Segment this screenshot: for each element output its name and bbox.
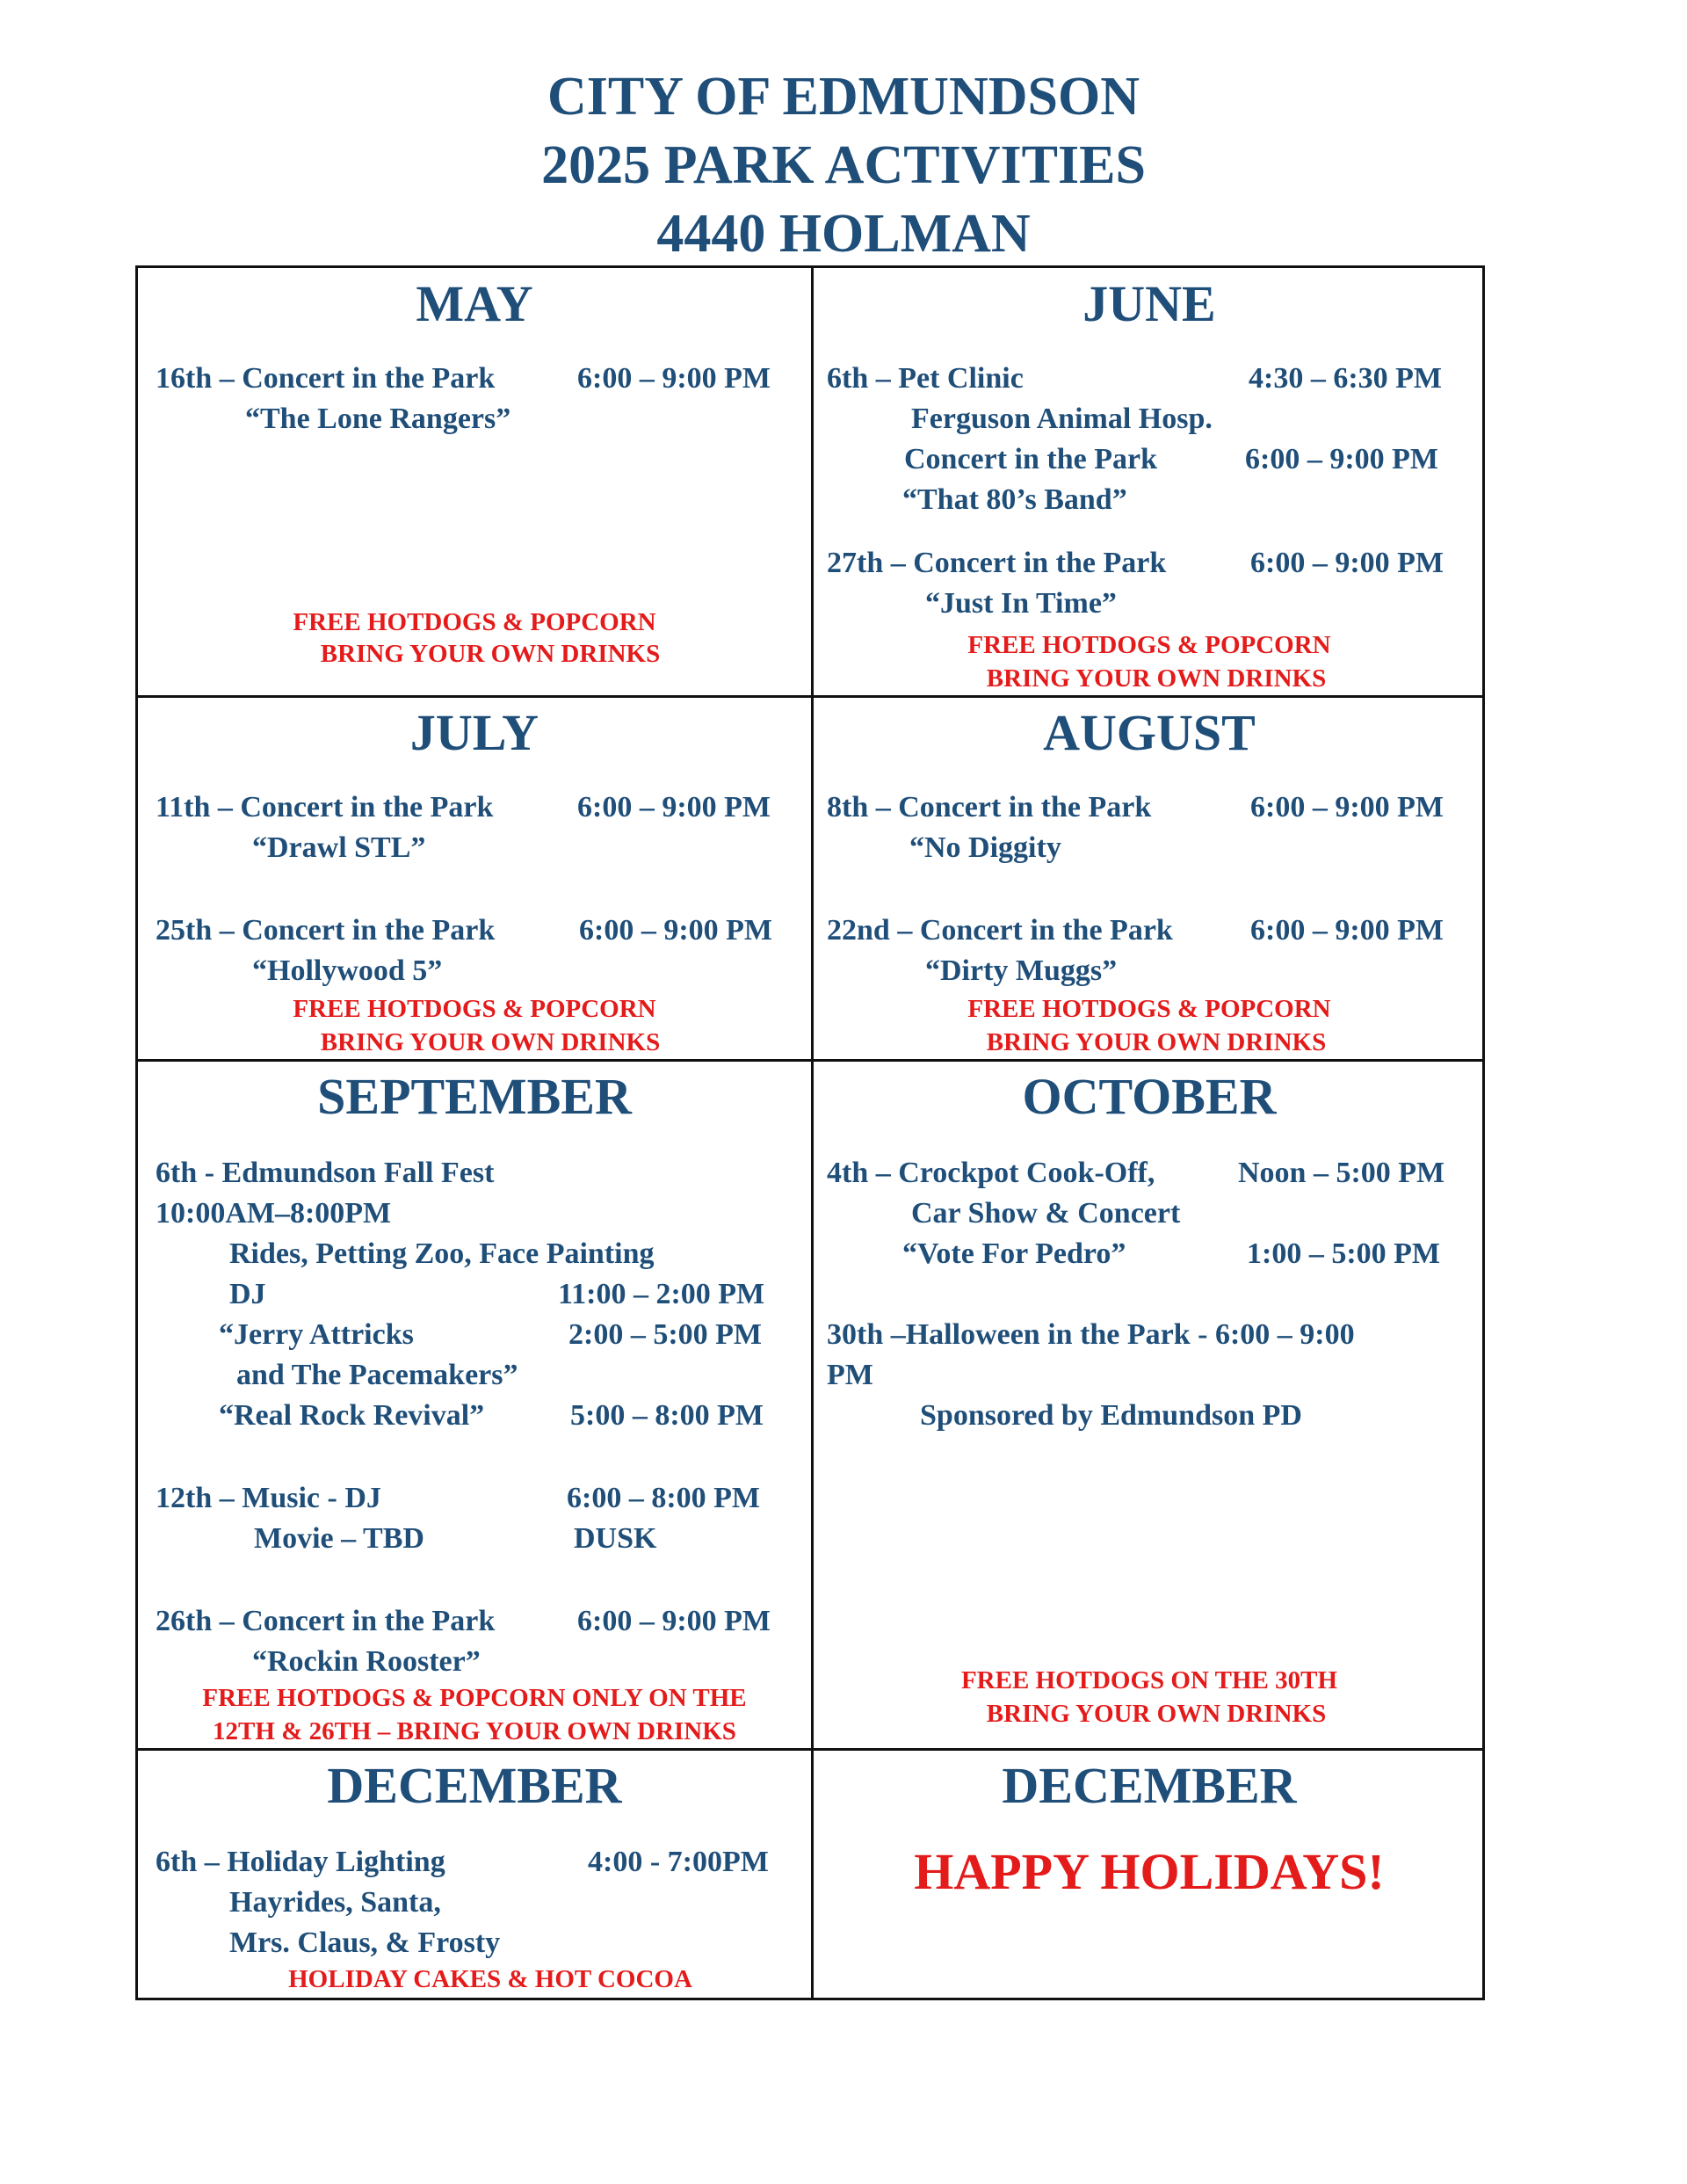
- event-time: 6:00 – 9:00 PM: [577, 362, 771, 395]
- event-day: Concert in the Park: [904, 443, 1158, 475]
- event-day: 22nd – Concert in the Park: [827, 914, 1173, 947]
- event-day: 16th – Concert in the Park: [156, 362, 496, 395]
- event-band: “Hollywood 5”: [252, 954, 443, 987]
- row-divider: [138, 1748, 1482, 1751]
- event-time: 4:30 – 6:30 PM: [1249, 362, 1443, 395]
- drinks-note: BRING YOUR OWN DRINKS: [986, 1028, 1327, 1056]
- event-hours: 10:00AM–8:00PM: [156, 1197, 392, 1230]
- event-time: 6:00 – 9:00 PM: [579, 914, 773, 947]
- food-note: FREE HOTDOGS & POPCORN ONLY ON THE: [202, 1684, 747, 1712]
- event-time: 6:00 – 9:00 PM: [1250, 547, 1444, 579]
- event-time: 5:00 – 8:00 PM: [570, 1399, 764, 1432]
- event-detail: Rides, Petting Zoo, Face Painting: [229, 1237, 655, 1270]
- drinks-note: BRING YOUR OWN DRINKS: [986, 1700, 1327, 1728]
- event-band: “Drawl STL”: [252, 831, 426, 864]
- month-heading-august: AUGUST: [1043, 704, 1256, 761]
- event-day: 6th - Edmundson Fall Fest: [156, 1157, 495, 1189]
- event-band: “Dirty Muggs”: [925, 954, 1118, 987]
- event-time: 6:00 – 9:00 PM: [577, 1605, 771, 1637]
- event-band: “That 80’s Band”: [902, 483, 1127, 516]
- food-note: FREE HOTDOGS & POPCORN: [293, 608, 656, 636]
- event-time: 4:00 - 7:00PM: [588, 1846, 769, 1878]
- month-heading-may: MAY: [416, 275, 533, 332]
- event-day: 8th – Concert in the Park: [827, 791, 1152, 824]
- month-heading-september: SEPTEMBER: [317, 1068, 632, 1125]
- event-time: 6:00 – 8:00 PM: [567, 1482, 761, 1514]
- event-time: 11:00 – 2:00 PM: [558, 1278, 765, 1310]
- event-band: “Vote For Pedro”: [902, 1237, 1126, 1270]
- event-day: 4th – Crockpot Cook-Off,: [827, 1157, 1155, 1189]
- event-day: 6th – Pet Clinic: [827, 362, 1024, 395]
- event-time: 6:00 – 9:00 PM: [577, 791, 771, 824]
- month-heading-october: OCTOBER: [1022, 1068, 1277, 1125]
- row-divider: [138, 695, 1482, 698]
- event-detail: Mrs. Claus, & Frosty: [229, 1926, 501, 1959]
- drinks-note: BRING YOUR OWN DRINKS: [320, 1028, 661, 1056]
- page-title-activities: 2025 PARK ACTIVITIES: [541, 135, 1146, 195]
- event-band: and The Pacemakers”: [236, 1359, 518, 1391]
- event-day: 11th – Concert in the Park: [156, 791, 494, 824]
- event-detail: Sponsored by Edmundson PD: [920, 1399, 1302, 1432]
- event-detail: Movie – TBD: [254, 1522, 424, 1555]
- event-detail: Hayrides, Santa,: [229, 1886, 441, 1919]
- event-day: 25th – Concert in the Park: [156, 914, 496, 947]
- event-band: “No Diggity: [909, 831, 1061, 864]
- event-detail: DJ: [229, 1278, 266, 1310]
- event-band: “Rockin Rooster”: [252, 1645, 481, 1678]
- event-day: PM: [827, 1359, 873, 1391]
- column-divider: [811, 268, 814, 1998]
- month-heading-december: DECEMBER: [327, 1757, 622, 1814]
- drinks-note: 12TH & 26TH – BRING YOUR OWN DRINKS: [213, 1717, 736, 1745]
- food-note: FREE HOTDOGS & POPCORN: [967, 995, 1331, 1023]
- event-band: “Real Rock Revival”: [219, 1399, 485, 1432]
- refreshments-note: HOLIDAY CAKES & HOT COCOA: [288, 1965, 692, 1993]
- event-time: 2:00 – 5:00 PM: [568, 1318, 763, 1351]
- page-title-address: 4440 HOLMAN: [656, 204, 1031, 264]
- row-divider: [138, 1059, 1482, 1062]
- food-note: FREE HOTDOGS & POPCORN: [967, 631, 1331, 659]
- event-day: 12th – Music - DJ: [156, 1482, 381, 1514]
- food-note: FREE HOTDOGS & POPCORN: [293, 995, 656, 1023]
- drinks-note: BRING YOUR OWN DRINKS: [986, 664, 1327, 693]
- event-day: 30th –Halloween in the Park - 6:00 – 9:00: [827, 1318, 1355, 1351]
- event-time: 6:00 – 9:00 PM: [1250, 914, 1444, 947]
- event-day: 26th – Concert in the Park: [156, 1605, 496, 1637]
- month-heading-july: JULY: [409, 704, 539, 761]
- event-band: “Just In Time”: [925, 587, 1117, 620]
- event-time: 6:00 – 9:00 PM: [1245, 443, 1439, 475]
- event-detail: Car Show & Concert: [911, 1197, 1181, 1230]
- event-band: “The Lone Rangers”: [245, 403, 511, 435]
- event-time: Noon – 5:00 PM: [1238, 1157, 1445, 1189]
- drinks-note: BRING YOUR OWN DRINKS: [320, 640, 661, 668]
- event-time: 1:00 – 5:00 PM: [1247, 1237, 1441, 1270]
- event-detail: Ferguson Animal Hosp.: [911, 403, 1213, 435]
- holiday-greeting: HAPPY HOLIDAYS!: [914, 1843, 1385, 1900]
- event-time: 6:00 – 9:00 PM: [1250, 791, 1444, 824]
- event-day: 27th – Concert in the Park: [827, 547, 1167, 579]
- event-time: DUSK: [574, 1522, 657, 1555]
- event-band: “Jerry Attricks: [219, 1318, 414, 1351]
- month-heading-december: DECEMBER: [1002, 1757, 1297, 1814]
- activities-calendar: [135, 265, 1485, 2000]
- food-note: FREE HOTDOGS ON THE 30TH: [960, 1666, 1338, 1694]
- page-title-city: CITY OF EDMUNDSON: [547, 67, 1140, 127]
- month-heading-june: JUNE: [1082, 275, 1216, 332]
- event-day: 6th – Holiday Lighting: [156, 1846, 445, 1878]
